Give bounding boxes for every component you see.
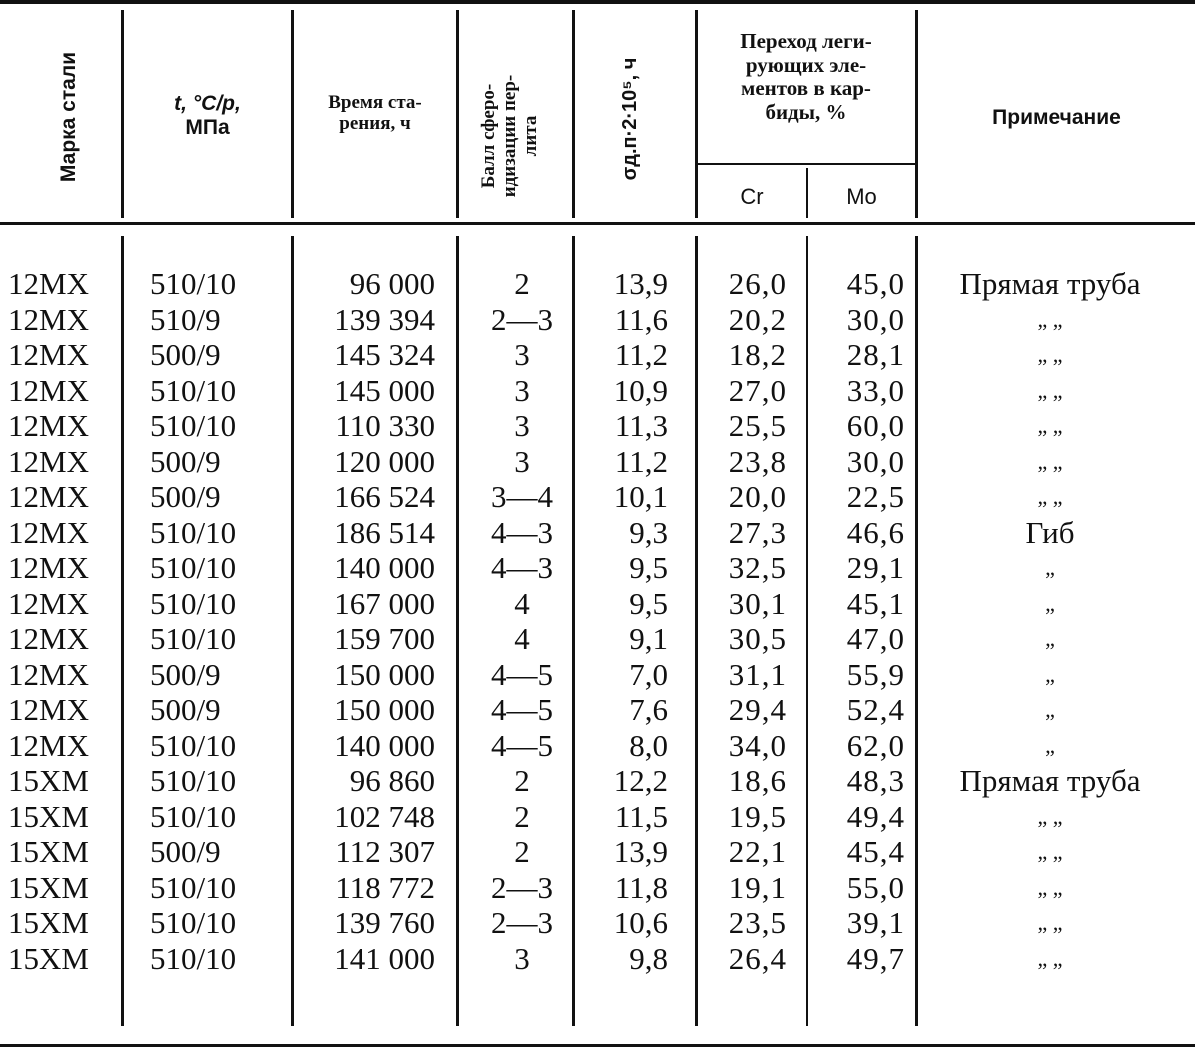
cell-cr: 19,1 [728, 869, 787, 905]
cell-cr: 26,0 [728, 266, 787, 301]
cell-cr: 29,4 [728, 692, 787, 727]
cell-time: 110 330 [335, 408, 435, 443]
cell-tp: 510/10 [150, 798, 237, 834]
cell-mo: 55,0 [846, 869, 905, 905]
cell-cr: 34,0 [728, 727, 787, 763]
cell-time: 186 514 [334, 514, 435, 550]
table-row [0, 266, 1195, 301]
cell-time: 141 000 [334, 940, 435, 976]
cell-cr: 20,2 [728, 301, 787, 337]
cell-note: „ „ [1037, 342, 1063, 367]
cell-ball: 2 [514, 798, 530, 834]
cell-grade: 12MX [8, 479, 89, 514]
table-row [0, 408, 1195, 443]
cell-time: 159 700 [334, 621, 435, 656]
cell-note: „ [1045, 661, 1055, 687]
table-row [0, 444, 1195, 479]
cell-tp: 510/9 [150, 301, 221, 337]
table-row [0, 692, 1195, 727]
header-aging-time: Время ста- рения, ч [328, 92, 422, 135]
cell-ball: 3 [514, 408, 530, 443]
cell-cr: 30,5 [728, 621, 787, 656]
cell-grade: 12MX [8, 408, 89, 443]
cell-tp: 510/10 [150, 514, 237, 550]
cell-stress: 10,1 [613, 479, 668, 514]
cell-time: 167 000 [334, 585, 435, 621]
header-stress: σд.п·2·10⁵, ч [619, 57, 641, 181]
table-row [0, 657, 1195, 692]
header-divider [572, 10, 575, 218]
cell-stress: 11,6 [614, 301, 668, 337]
cell-mo: 45,4 [846, 834, 905, 869]
table-row [0, 763, 1195, 798]
cell-stress: 10,6 [613, 905, 668, 940]
cell-tp: 500/9 [150, 337, 221, 372]
cell-ball: 2 [514, 763, 530, 798]
cell-grade: 15XM [8, 869, 89, 905]
cell-ball: 4—3 [491, 514, 553, 550]
cell-grade: 12MX [8, 656, 89, 692]
header-cr: Cr [740, 184, 764, 209]
cell-note: Гиб [1025, 514, 1075, 550]
header-spheroidization: Балл сферо- идизации пер- лита [478, 74, 541, 198]
cell-tp: 510/10 [150, 408, 237, 443]
cell-stress: 12,2 [613, 763, 668, 798]
cell-grade: 12MX [8, 621, 89, 656]
cell-cr: 31,1 [728, 656, 787, 692]
cell-time: 150 000 [334, 656, 435, 692]
cell-time: 139 760 [334, 905, 435, 940]
cell-stress: 9,5 [629, 550, 668, 585]
cell-tp: 500/9 [150, 656, 221, 692]
header-temp-pressure: t, °C/p, МПа [174, 92, 241, 139]
table-row [0, 728, 1195, 763]
cell-time: 96 000 [349, 266, 435, 301]
cell-mo: 30,0 [846, 443, 905, 479]
cell-cr: 27,0 [728, 372, 787, 408]
top-rule [0, 0, 1195, 4]
cell-grade: 15XM [8, 940, 89, 976]
cell-time: 140 000 [334, 550, 435, 585]
cell-note: Прямая труба [959, 763, 1141, 798]
cell-time: 145 324 [334, 337, 435, 372]
cell-ball: 4 [514, 585, 530, 621]
cell-note: Прямая труба [959, 266, 1141, 301]
cell-note: „ [1045, 626, 1055, 651]
cell-note: „ „ [1037, 910, 1063, 935]
cell-ball: 2 [514, 834, 530, 869]
cell-ball: 2—3 [491, 869, 553, 905]
cell-stress: 11,3 [614, 408, 668, 443]
table-row [0, 621, 1195, 656]
cell-stress: 11,2 [614, 443, 668, 479]
header-grade: Марка стали [57, 51, 80, 183]
cell-grade: 12MX [8, 692, 89, 727]
cell-note: „ „ [1037, 306, 1063, 332]
cell-cr: 23,5 [728, 905, 787, 940]
cell-grade: 12MX [8, 727, 89, 763]
cell-note: „ „ [1037, 413, 1063, 438]
cell-stress: 11,2 [614, 337, 668, 372]
table-row [0, 870, 1195, 905]
cell-tp: 510/10 [150, 550, 237, 585]
cell-mo: 47,0 [846, 621, 905, 656]
cell-cr: 20,0 [728, 479, 787, 514]
cell-mo: 55,9 [846, 656, 905, 692]
cell-time: 150 000 [334, 692, 435, 727]
cell-stress: 13,9 [613, 834, 668, 869]
cell-tp: 500/9 [150, 834, 221, 869]
cell-mo: 52,4 [846, 692, 905, 727]
table-row [0, 586, 1195, 621]
cell-grade: 12MX [8, 337, 89, 372]
cell-cr: 26,4 [728, 940, 787, 976]
cell-time: 166 524 [334, 479, 435, 514]
cell-time: 96 860 [349, 763, 435, 798]
cell-note: „ „ [1037, 803, 1063, 829]
cell-time: 102 748 [334, 798, 435, 834]
header-divider [456, 10, 459, 218]
cell-stress: 11,5 [614, 798, 668, 834]
cell-note: „ [1045, 590, 1055, 616]
cell-cr: 25,5 [728, 408, 787, 443]
table-row [0, 905, 1195, 940]
cell-note: „ „ [1037, 839, 1063, 864]
cell-tp: 510/10 [150, 266, 237, 301]
bottom-rule [0, 1044, 1195, 1047]
cell-time: 118 772 [335, 869, 435, 905]
cell-stress: 9,1 [629, 621, 668, 656]
cell-mo: 48,3 [846, 763, 905, 798]
cell-stress: 7,6 [629, 692, 668, 727]
cell-cr: 27,3 [728, 514, 787, 550]
cell-stress: 8,0 [629, 727, 668, 763]
table-row [0, 799, 1195, 834]
cell-grade: 12MX [8, 585, 89, 621]
cell-ball: 2—3 [491, 905, 553, 940]
cell-note: „ „ [1037, 448, 1063, 474]
cell-tp: 510/10 [150, 621, 237, 656]
cell-ball: 3 [514, 443, 530, 479]
cell-note: „ [1045, 697, 1055, 722]
header-note: Примечание [992, 106, 1121, 129]
cell-ball: 4—5 [491, 656, 553, 692]
cell-stress: 13,9 [613, 266, 668, 301]
cell-note: „ [1045, 732, 1055, 758]
cell-note: „ „ [1037, 484, 1063, 509]
cell-cr: 32,5 [728, 550, 787, 585]
cell-grade: 15XM [8, 763, 89, 798]
cell-grade: 12MX [8, 301, 89, 337]
cell-stress: 9,5 [629, 585, 668, 621]
cell-tp: 500/9 [150, 443, 221, 479]
table-row [0, 550, 1195, 585]
cell-ball: 4 [514, 621, 530, 656]
cell-grade: 12MX [8, 372, 89, 408]
table-row [0, 337, 1195, 372]
cell-ball: 2—3 [491, 301, 553, 337]
header-bottom-rule [0, 222, 1195, 225]
cell-grade: 12MX [8, 514, 89, 550]
cell-stress: 10,9 [613, 372, 668, 408]
table-row [0, 302, 1195, 337]
cell-ball: 4—5 [491, 727, 553, 763]
cell-tp: 500/9 [150, 479, 221, 514]
cell-ball: 4—3 [491, 550, 553, 585]
cell-ball: 4—5 [491, 692, 553, 727]
cell-note: „ „ [1037, 945, 1063, 971]
cell-grade: 15XM [8, 798, 89, 834]
cell-tp: 510/10 [150, 585, 237, 621]
cell-grade: 15XM [8, 905, 89, 940]
cell-mo: 39,1 [846, 905, 905, 940]
cell-grade: 15XM [8, 834, 89, 869]
cell-mo: 49,4 [846, 798, 905, 834]
cell-mo: 30,0 [846, 301, 905, 337]
cell-ball: 3 [514, 940, 530, 976]
cell-cr: 18,2 [728, 337, 787, 372]
cell-cr: 30,1 [728, 585, 787, 621]
cell-ball: 2 [514, 266, 530, 301]
cell-mo: 46,6 [846, 514, 905, 550]
cell-mo: 62,0 [846, 727, 905, 763]
cell-mo: 45,1 [846, 585, 905, 621]
cell-mo: 60,0 [846, 408, 905, 443]
cell-stress: 7,0 [629, 656, 668, 692]
cell-tp: 500/9 [150, 692, 221, 727]
cell-grade: 12MX [8, 266, 89, 301]
cell-tp: 510/10 [150, 869, 237, 905]
header-mo: Mo [846, 184, 877, 209]
cell-time: 120 000 [334, 443, 435, 479]
cell-note: „ „ [1037, 874, 1063, 900]
cell-mo: 45,0 [846, 266, 905, 301]
cell-cr: 18,6 [728, 763, 787, 798]
table-row [0, 941, 1195, 976]
cell-time: 139 394 [334, 301, 435, 337]
cell-stress: 11,8 [614, 869, 668, 905]
cell-tp: 510/10 [150, 940, 237, 976]
table-row [0, 479, 1195, 514]
cell-cr: 22,1 [728, 834, 787, 869]
cell-time: 112 307 [335, 834, 435, 869]
cell-mo: 29,1 [846, 550, 905, 585]
cell-tp: 510/10 [150, 763, 237, 798]
cell-grade: 12MX [8, 550, 89, 585]
cell-ball: 3 [514, 337, 530, 372]
cell-time: 145 000 [334, 372, 435, 408]
cell-mo: 33,0 [846, 372, 905, 408]
cell-tp: 510/10 [150, 372, 237, 408]
table-row [0, 834, 1195, 869]
cell-stress: 9,8 [629, 940, 668, 976]
cell-note: „ „ [1037, 377, 1063, 403]
cell-tp: 510/10 [150, 905, 237, 940]
cell-ball: 3—4 [491, 479, 553, 514]
cell-note: „ [1045, 555, 1055, 580]
cell-tp: 510/10 [150, 727, 237, 763]
table-row [0, 515, 1195, 550]
transfer-subheader-rule [698, 163, 916, 165]
header-transfer: Переход леги- рующих эле- ментов в кар- биды, % [740, 29, 872, 124]
table-row [0, 373, 1195, 408]
cell-mo: 22,5 [846, 479, 905, 514]
cell-stress: 9,3 [629, 514, 668, 550]
cell-mo: 49,7 [846, 940, 905, 976]
cell-cr: 23,8 [728, 443, 787, 479]
cell-grade: 12MX [8, 443, 89, 479]
cell-cr: 19,5 [728, 798, 787, 834]
cell-ball: 3 [514, 372, 530, 408]
cell-mo: 28,1 [846, 337, 905, 372]
cell-time: 140 000 [334, 727, 435, 763]
